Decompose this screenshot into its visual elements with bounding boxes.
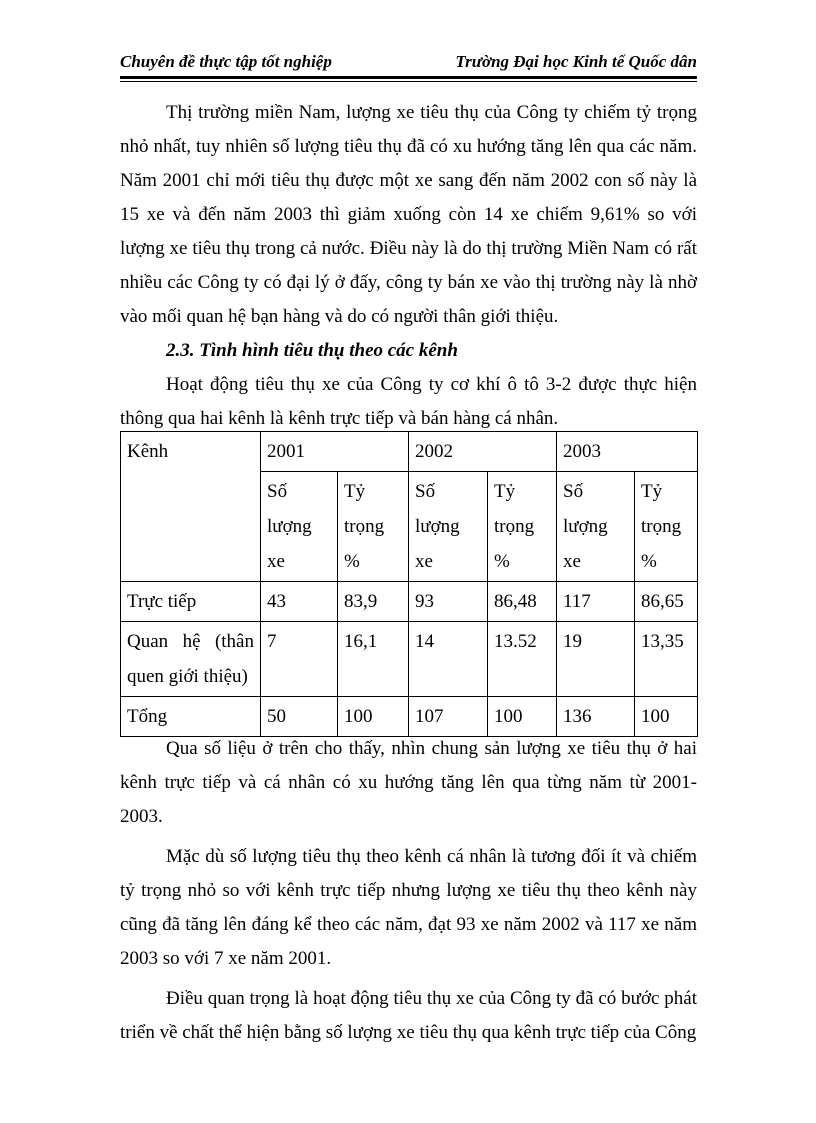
- table-cell: 86,65: [635, 582, 698, 622]
- header-rule: [120, 76, 697, 82]
- table-subheader-cell: Tỷ trọng %: [635, 472, 698, 582]
- table-cell: 14: [409, 622, 488, 697]
- table-row: [121, 582, 698, 622]
- table-subheader-cell: Số lượng xe: [557, 472, 635, 582]
- table-cell: 43: [261, 582, 338, 622]
- channel-sales-table: [120, 431, 698, 737]
- table-cell: 19: [557, 622, 635, 697]
- table-subheader-cell: Tỷ trọng %: [488, 472, 557, 582]
- table-cell: 100: [488, 697, 557, 737]
- table-row: [121, 622, 698, 697]
- paragraph-summary: Qua số liệu ở trên cho thấy, nhìn chung sản lượng xe tiêu thụ ở hai kênh trực tiếp và cá nhân có xu hướng tăng lên qua từng năm từ 2001- 2003.: [120, 738, 697, 827]
- paragraph-intro: Hoạt động tiêu thụ xe của Công ty cơ khí ô tô 3-2 được thực hiện thông qua hai kênh là kênh trực tiếp và bán hàng cá nhân.: [120, 374, 697, 429]
- table-subheader-cell: Tỷ trọng %: [338, 472, 409, 582]
- table-subheader-cell: Số lượng xe: [261, 472, 338, 582]
- top-text: [120, 96, 697, 436]
- table-cell: 50: [261, 697, 338, 737]
- table-cell: 7: [261, 622, 338, 697]
- table-cell: 86,48: [488, 582, 557, 622]
- paragraph-personal-channel: Mặc dù số lượng tiêu thụ theo kênh cá nhân là tương đối ít và chiếm tỷ trọng nhỏ so với kênh trực tiếp nhưng lượng xe tiêu thụ theo kênh này cũng đã tăng lên đáng kể theo các năm, đạt 93 xe năm 2002 và 117 xe năm 2003 so với 7 xe năm 2001.: [120, 846, 697, 969]
- table-cell: 83,9: [338, 582, 409, 622]
- table-corner-cell: Kênh: [121, 432, 261, 582]
- table-cell: 100: [635, 697, 698, 737]
- table-row-years: [121, 432, 698, 472]
- section-heading: 2.3. Tình hình tiêu thụ theo các kênh: [166, 340, 458, 361]
- table-row: [121, 697, 698, 737]
- table-year-cell: 2003: [557, 432, 698, 472]
- table-year-cell: 2002: [409, 432, 557, 472]
- table-cell: 107: [409, 697, 488, 737]
- table-row-label: Tổng: [121, 697, 261, 737]
- paragraph-south-market: Thị trường miền Nam, lượng xe tiêu thụ của Công ty chiếm tỷ trọng nhỏ nhất, tuy nhiên số lượng tiêu thụ đã có xu hướng tăng lên qua các năm. Năm 2001 chỉ mới tiêu thụ được một xe sang đến năm 2002 con số này là 15 xe và đến năm 2003 thì giảm xuống còn 14 xe chiếm 9,61% so với lượng xe tiêu thụ trong cả nước. Điều này là do thị trường Miền Nam có rất nhiều các Công ty có đại lý ở đấy, công ty bán xe vào thị trường này là nhờ vào mối quan hệ bạn hàng và do có người thân giới thiệu.: [120, 102, 697, 327]
- table-cell: 13,35: [635, 622, 698, 697]
- table-cell: 117: [557, 582, 635, 622]
- paragraph-quality: Điều quan trọng là hoạt động tiêu thụ xe của Công ty đã có bước phát triển về chất thể hiện bằng số lượng xe tiêu thụ qua kênh trực tiếp của Công: [120, 988, 697, 1043]
- table-cell: 16,1: [338, 622, 409, 697]
- table-cell: 93: [409, 582, 488, 622]
- table-row-label: Quan hệ (thân quen giới thiệu): [121, 622, 261, 697]
- bottom-text: [120, 732, 697, 1050]
- table-cell: 13.52: [488, 622, 557, 697]
- page-header: [120, 50, 697, 76]
- table-year-cell: 2001: [261, 432, 409, 472]
- table-cell: 136: [557, 697, 635, 737]
- header-right-title: Trường Đại học Kinh tế Quốc dân: [455, 52, 697, 71]
- header-left-title: Chuyên đề thực tập tốt nghiệp: [120, 52, 332, 71]
- table-row-label: Trực tiếp: [121, 582, 261, 622]
- table-subheader-cell: Số lượng xe: [409, 472, 488, 582]
- table-cell: 100: [338, 697, 409, 737]
